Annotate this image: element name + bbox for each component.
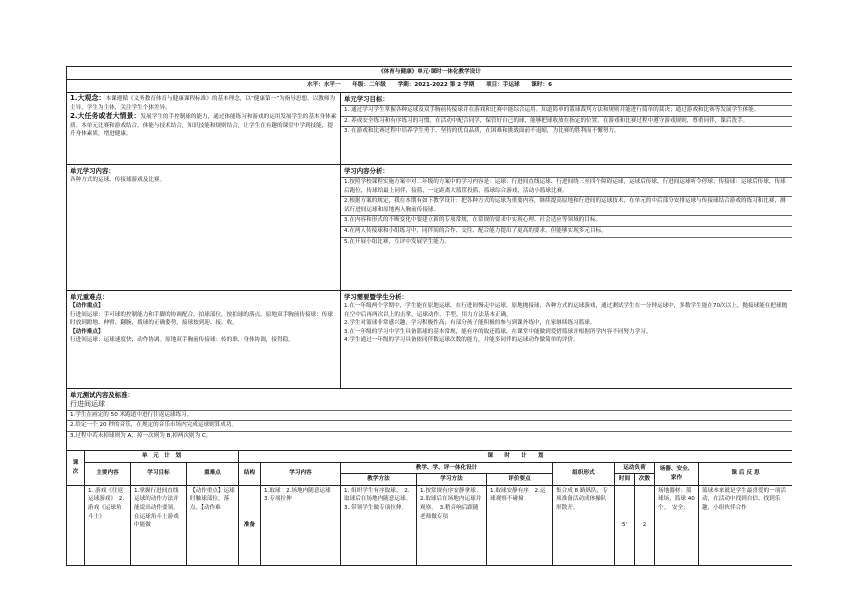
- structure-cell: 准备: [239, 485, 261, 565]
- count-header: 次数: [635, 474, 655, 486]
- big-concept-text: 本课遵循《义务教育体育与健康课程标准》的基本理念，以“健康第一”为指导思想，以教师为主导，学生为主体，关注学生个体差异。: [70, 96, 336, 111]
- teaching-method-header: 教学方法: [341, 474, 417, 486]
- content-text: 各种方式的运球、传接球游戏及比赛。: [70, 177, 166, 183]
- time-header: 时间: [615, 474, 635, 486]
- tests-subheading: 行进间运球: [70, 400, 105, 408]
- student-item: 3.在一年级的学习中学生具备篮球的基本常规，能有序的取还篮球，在课堂中能做到爱惜篮球并根据所学内容不同努力学习。: [344, 328, 652, 335]
- content-heading: 单元学习内容：: [70, 167, 115, 175]
- lesson-plan-header: 课 时 计 划: [239, 451, 793, 463]
- learning-method-cell: 1.按常规有序安静拿球。 2.取球后在场地内运球并观察。 3.稍音响后跟随老师做专项: [417, 485, 487, 565]
- meta-level: 水平：水平一: [307, 82, 341, 88]
- keypoint-text: 行进间运球：手可球的控制能力和手脚的协调配合，拍球部位，按拍球的落点。原地双手胸前传接球：传球时放到蹬地、伸臂、翻腕、拨球的正确姿势，接球按到迎、接、收。: [70, 311, 333, 327]
- learning-goal-header: 学习目标: [131, 462, 187, 485]
- test-item: 1.学生在画定的 50 米跑道中进行往返运球练习。: [70, 411, 193, 418]
- student-analysis-cell: [341, 291, 793, 389]
- lesson-plan-table: [66, 66, 792, 566]
- learning-goal-cell: 1.掌握行进间直线运球的动作方法并能说出动作要领，在运球角斗士游戏中能做: [131, 485, 187, 565]
- test-item: 2.给定一个 20 秒的音乐，在规定的音乐市场内完成运球则算成功。: [70, 422, 238, 429]
- student-item: 2.学生对篮球非常感兴趣，学习积极性高；有部分孩子能积极的参与到课外练中，在家继续练习篮球。: [344, 320, 596, 327]
- main-content-header: 主要内容: [85, 462, 131, 485]
- analysis-cell: [341, 165, 793, 291]
- meta-row: [67, 80, 793, 93]
- difficulty-tag: 【动作难点】: [70, 328, 104, 335]
- student-item: 1.在一年级两个学期中，学生能在原地运球、在行进间慢走中运球，原地抛接球，各种方式的运球游戏，通过测试学生在一分钟运球中，多数学生能在70次以上，抛接球能在把球抛在空中后再两次以上的击掌，运球动作、手型、用力方法基本正确。: [344, 303, 788, 318]
- analysis-item: 3.在内容和形式的不断变化中要建立新的专项常规，在常规的要求中实现心理、社会适应等领域的目标。: [344, 217, 602, 224]
- organization-header: 组织形式: [553, 462, 615, 485]
- analysis-item: 4.在两人传接球和小组练习中，同伴间的合作、交往、配合能力提出了更高的要求，但能够实现多元目标。: [344, 227, 607, 234]
- learning-content-header: 学习内容: [261, 462, 341, 485]
- venue-header: 场器、安全、家作: [655, 462, 699, 485]
- main-content-cell: 1. 游戏《往返运球游戏》 2. 游戏《运球角斗士》: [85, 485, 131, 565]
- keypoints-heading: 单元重难点：: [70, 293, 109, 301]
- count-cell: 2: [635, 485, 655, 565]
- reflection-cell: 篮球本来就是学生最喜爱的一项活动，在活动中找到自信、找到乐趣，小组伙伴合作: [699, 485, 793, 565]
- student-heading: 学习需要暨学生分析：: [344, 293, 408, 301]
- meta-project: 项目：手运球: [486, 82, 520, 88]
- learning-content-cell: 1.取球 2.场地内随意运球 3.专项拉伸: [261, 485, 341, 565]
- goal-item: 2. 养成安全练习和有序练习的习惯，在活动中配合同学，保管好自己的球，能够把球收放在指定的位置，在游戏和比赛过程中遵守游戏规则，尊重同伴，课后洗手。: [344, 117, 749, 124]
- keypoints-cell: [67, 291, 341, 389]
- goal-item: 3. 在游戏和比赛过程中培养学生勇于、坚持的优良品质，在困难和挑战面前不退缩，为比赛的胜利而不懈努力。: [344, 128, 620, 135]
- goal-item: 1. 通过学习学生掌握各种运球及双手胸前传接球并在游戏和比赛中能综合运用。知道简单的篮球裁判方法和规则并能进行简单的裁决；通过游戏和比赛等发展学生体能。: [344, 107, 760, 113]
- organization-cell: 集合成 8 路纵队，专项准备活动成体操队形散开。: [553, 485, 615, 565]
- goals-cell: [341, 93, 793, 165]
- key-difficult-cell: 【动作重点】运球时触球部位，落点。【动作难: [187, 485, 239, 565]
- analysis-item: 5.在开展小组比赛，互评中发展学生能力。: [344, 238, 451, 245]
- teach-learn-eval-header: 教学、学、评一体化设计: [341, 462, 553, 474]
- task-label: 2.大任务或者大情景：: [70, 112, 141, 121]
- concept-cell: [67, 93, 341, 165]
- structure-header: 结构: [239, 462, 261, 485]
- goals-heading: 单元学习目标：: [344, 95, 389, 103]
- document-title: 《体育与健康》单元·课时一体化教学设计: [67, 67, 793, 80]
- reflection-header: 课 后 反 思: [699, 462, 793, 485]
- task-text: 发展学生的手控制球的能力，通过体能练习和游戏的运用发展学生的基本身体素质。本单元比赛和游戏结合，体能与技术结合，知识技能和规则结合，让学生在有趣的课堂中学到技能，提升身体素质，增进健康。: [70, 114, 337, 138]
- test-item: 3.过程中若未掉球则为 A，掉一次则为 B,掉两次则为 C。: [70, 432, 212, 439]
- lesson-no-cell: [67, 485, 85, 565]
- student-item: 4.学生通过一年级的学习具备依同伴数运球次数的能力，并能多同伴的运球动作做简单的评价。: [344, 337, 579, 344]
- meta-hours: 课时：6: [531, 82, 552, 88]
- teaching-method-cell: 1. 组织学生有序取球。 2. 取球后在场地内随意运球。 3. 带领学生做专项拉伸。: [341, 485, 417, 565]
- difficulty-text: 行进间运球：运球速度快，动作协调。原地双手胸前传接球：传的准，身体协调，接得稳。: [70, 337, 294, 344]
- analysis-item: 1.按照学校课程实施方案中对二年级的方案中的学习内容是：运球：行进间直线运球、行进间绕三至四个障碍运球，运球后传球，行进间运球听令停球；传接球：运球后传球，传球后跑位，传球给最上同伴，接篮，一定距离大篮筐投篮，篮球综合游戏，活动小篮球比赛。: [344, 179, 786, 194]
- meta-grade: 年级：二年级: [352, 82, 386, 88]
- tests-cell: [67, 389, 793, 451]
- lesson-plan-page: [66, 66, 792, 595]
- key-difficult-header: 重难点: [187, 462, 239, 485]
- analysis-item: 2.根据方案的规定，我在本期有如下教学设计：把各种方式的运球为重要内容，继续提高原地和行进间的运球技术，在单元的中后部分安排运球与传接球结合游戏的练习和比赛，测试行进间运球和原地两人胸前传接球。: [344, 198, 786, 213]
- learning-method-header: 学习方法: [417, 474, 487, 486]
- load-header: 运动负荷: [615, 462, 655, 474]
- eval-points-header: 评价要点: [487, 474, 553, 486]
- time-cell: 5': [615, 485, 635, 565]
- keypoint-tag: 【动作重点】: [70, 303, 104, 309]
- eval-points-cell: 1.取球安静有序 2.运球观察不碰撞: [487, 485, 553, 565]
- analysis-heading: 学习内容分析：: [344, 167, 389, 175]
- venue-cell: 场地器材：篮球场，篮球 40 个。 安全：: [655, 485, 699, 565]
- meta-term: 学期：2021-2022 第 2 学期: [397, 82, 475, 88]
- tests-heading: 单元测试内容及标准：: [70, 391, 134, 399]
- lesson-no-header: 课次: [67, 451, 85, 486]
- unit-plan-header: 单 元 计 划: [85, 451, 239, 463]
- big-concept-label: 1.大观念：: [70, 94, 106, 102]
- content-cell: [67, 165, 341, 291]
